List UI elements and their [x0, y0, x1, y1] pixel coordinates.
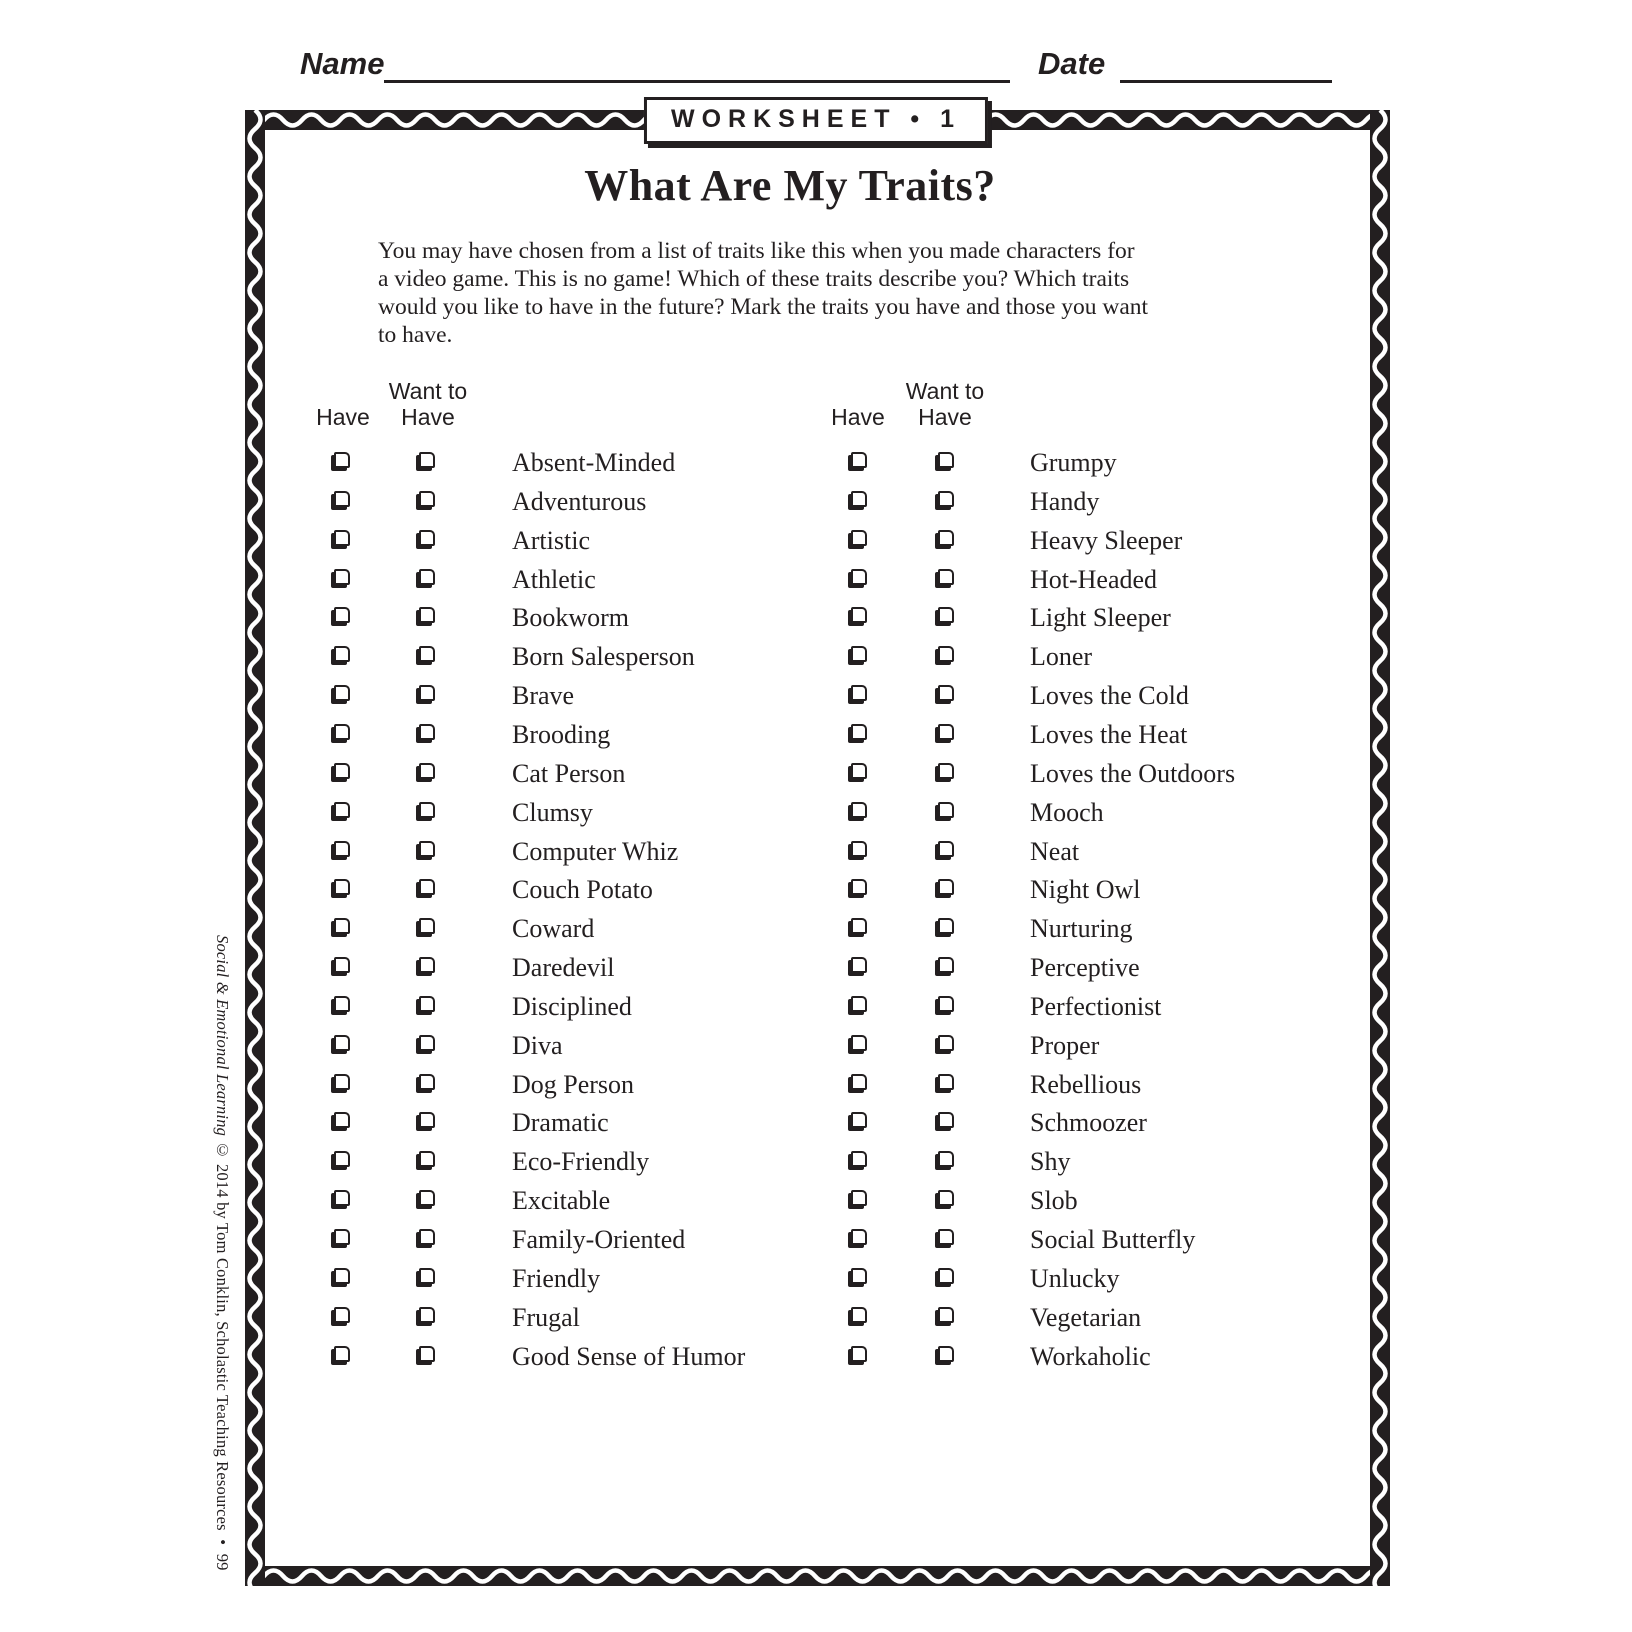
- want-to-have-checkbox[interactable]: [938, 802, 954, 818]
- trait-label: Unlucky: [1030, 1263, 1120, 1293]
- trait-label: Neat: [1030, 836, 1080, 866]
- trait-row: [0, 642, 1632, 680]
- have-checkbox[interactable]: [851, 1074, 867, 1090]
- want-to-have-checkbox[interactable]: [938, 957, 954, 973]
- trait-label: Mooch: [1030, 797, 1104, 827]
- trait-label: Vegetarian: [1030, 1302, 1142, 1332]
- trait-label: Dramatic: [512, 1108, 609, 1138]
- trait-label: Loves the Outdoors: [1030, 758, 1236, 788]
- trait-label: Coward: [512, 914, 595, 944]
- have-checkbox[interactable]: [851, 996, 867, 1012]
- trait-label: Light Sleeper: [1030, 603, 1171, 633]
- have-checkbox[interactable]: [851, 685, 867, 701]
- have-checkbox[interactable]: [851, 452, 867, 468]
- trait-label: Couch Potato: [512, 875, 653, 905]
- trait-row: [0, 875, 1632, 913]
- want-to-have-checkbox[interactable]: [938, 1112, 954, 1128]
- want-to-have-checkbox[interactable]: [938, 1190, 954, 1206]
- trait-label: Loves the Cold: [1030, 681, 1189, 711]
- trait-label: Clumsy: [512, 797, 593, 827]
- trait-label: Slob: [1030, 1186, 1078, 1216]
- want-to-have-checkbox[interactable]: [938, 841, 954, 857]
- trait-label: Adventurous: [512, 486, 647, 516]
- want-to-have-checkbox[interactable]: [938, 685, 954, 701]
- trait-label: Diva: [512, 1030, 563, 1060]
- trait-label: Family-Oriented: [512, 1225, 686, 1254]
- page-number: 99: [213, 1553, 232, 1571]
- want-to-have-checkbox[interactable]: [938, 569, 954, 585]
- trait-row: [0, 603, 1632, 641]
- want-to-have-checkbox[interactable]: [938, 879, 954, 895]
- trait-label: Bookworm: [512, 603, 629, 633]
- have-checkbox[interactable]: [851, 607, 867, 623]
- have-checkbox[interactable]: [851, 763, 867, 779]
- trait-row: [0, 1108, 1632, 1146]
- trait-row: [0, 526, 1632, 564]
- trait-label: Loner: [1030, 642, 1093, 672]
- want-to-have-checkbox[interactable]: [938, 1035, 954, 1051]
- want-to-have-checkbox[interactable]: [938, 918, 954, 934]
- trait-label: Athletic: [512, 564, 596, 594]
- want-to-have-checkbox[interactable]: [938, 1346, 954, 1362]
- want-to-have-checkbox[interactable]: [938, 646, 954, 662]
- trait-label: Brave: [512, 681, 575, 711]
- page-title: What Are My Traits?: [584, 161, 996, 210]
- trait-row: [0, 681, 1632, 719]
- intro-paragraph: [378, 237, 1148, 349]
- trait-label: Absent-Minded: [512, 448, 676, 477]
- name-input-line[interactable]: [384, 46, 1010, 83]
- trait-label: Social Butterfly: [1030, 1225, 1196, 1254]
- trait-label: Brooding: [512, 719, 611, 749]
- have-checkbox[interactable]: [851, 1112, 867, 1128]
- want-to-have-column-header-left: Want to Have: [388, 378, 468, 430]
- trait-label: Good Sense of Humor: [512, 1341, 746, 1371]
- trait-row: [0, 1186, 1632, 1224]
- have-checkbox[interactable]: [851, 918, 867, 934]
- have-checkbox[interactable]: [851, 569, 867, 585]
- trait-row: [0, 953, 1632, 991]
- have-checkbox[interactable]: [851, 491, 867, 507]
- intro-line: would you like to have in the future? Mark the traits you have and those you want: [378, 294, 1149, 320]
- trait-label: Proper: [1030, 1030, 1100, 1060]
- trait-label: Perfectionist: [1030, 991, 1162, 1021]
- sidebar-credit: [202, 935, 232, 1585]
- trait-label: Loves the Heat: [1030, 719, 1188, 749]
- want-to-have-checkbox[interactable]: [938, 530, 954, 546]
- have-column-header-right: Have: [831, 404, 885, 430]
- have-checkbox[interactable]: [851, 802, 867, 818]
- trait-label: Grumpy: [1030, 448, 1117, 477]
- want-to-have-checkbox[interactable]: [938, 607, 954, 623]
- trait-label: Cat Person: [512, 758, 626, 788]
- trait-label: Artistic: [512, 525, 590, 555]
- trait-row: [0, 914, 1632, 952]
- trait-row: [0, 992, 1632, 1030]
- want-to-have-checkbox[interactable]: [938, 763, 954, 779]
- have-column-header-left: Have: [316, 404, 370, 430]
- trait-row: [0, 487, 1632, 525]
- trait-row: [0, 1147, 1632, 1185]
- trait-label: Excitable: [512, 1186, 611, 1216]
- trait-row: [0, 565, 1632, 603]
- trait-row: [0, 1303, 1632, 1341]
- trait-label: Workaholic: [1030, 1341, 1151, 1371]
- trait-row: [0, 837, 1632, 875]
- date-label: Date: [1038, 46, 1106, 81]
- want-to-have-checkbox[interactable]: [938, 1229, 954, 1245]
- have-checkbox[interactable]: [851, 646, 867, 662]
- want-to-have-checkbox[interactable]: [938, 996, 954, 1012]
- have-checkbox[interactable]: [851, 1307, 867, 1323]
- have-checkbox[interactable]: [851, 1229, 867, 1245]
- trait-row: [0, 1031, 1632, 1069]
- trait-label: Dog Person: [512, 1069, 635, 1099]
- trait-row: [0, 448, 1632, 486]
- have-checkbox[interactable]: [851, 1346, 867, 1362]
- trait-row: [0, 1264, 1632, 1302]
- border-bottom-wave: [245, 1566, 1390, 1586]
- sidebar-bullet: •: [213, 1530, 232, 1554]
- trait-row: [0, 720, 1632, 758]
- trait-label: Schmoozer: [1030, 1108, 1147, 1138]
- sidebar-credit-text: © 2014 by Tom Conklin, Scholastic Teaching Resources: [213, 1136, 232, 1531]
- have-checkbox[interactable]: [851, 724, 867, 740]
- want-to-have-column-header-right: Want to Have: [905, 378, 985, 430]
- trait-label: Disciplined: [512, 991, 632, 1021]
- have-checkbox[interactable]: [851, 1151, 867, 1167]
- trait-row: [0, 1342, 1632, 1380]
- trait-label: Rebellious: [1030, 1069, 1142, 1099]
- want-to-have-checkbox[interactable]: [938, 1268, 954, 1284]
- have-checkbox[interactable]: [851, 1035, 867, 1051]
- trait-label: Shy: [1030, 1147, 1071, 1177]
- intro-line: a video game. This is no game! Which of these traits describe you? Which traits: [378, 266, 1130, 292]
- want-to-have-checkbox[interactable]: [938, 452, 954, 468]
- want-to-have-checkbox[interactable]: [938, 1307, 954, 1323]
- name-label: Name: [300, 46, 385, 81]
- trait-label: Nurturing: [1030, 914, 1133, 944]
- date-input-line[interactable]: [1120, 46, 1332, 83]
- trait-row: [0, 1225, 1632, 1263]
- trait-label: Friendly: [512, 1263, 601, 1293]
- want-to-have-checkbox[interactable]: [938, 724, 954, 740]
- trait-label: Heavy Sleeper: [1030, 525, 1183, 555]
- intro-line: You may have chosen from a list of traits like this when you made characters for: [378, 238, 1135, 264]
- trait-label: Handy: [1030, 486, 1100, 516]
- have-checkbox[interactable]: [851, 1268, 867, 1284]
- trait-label: Hot-Headed: [1030, 564, 1158, 594]
- trait-label: Daredevil: [512, 953, 615, 983]
- intro-line: to have.: [378, 322, 453, 348]
- have-checkbox[interactable]: [851, 957, 867, 973]
- trait-label: Night Owl: [1030, 875, 1141, 905]
- want-to-have-checkbox[interactable]: [938, 491, 954, 507]
- trait-row: [0, 759, 1632, 797]
- worksheet-badge: WORKSHEET • 1: [644, 97, 988, 144]
- want-to-have-checkbox[interactable]: [938, 1151, 954, 1167]
- trait-label: Perceptive: [1030, 953, 1140, 983]
- trait-label: Computer Whiz: [512, 836, 679, 866]
- sidebar-credit-series: Social & Emotional Learning: [213, 935, 232, 1137]
- have-checkbox[interactable]: [851, 879, 867, 895]
- have-checkbox[interactable]: [851, 841, 867, 857]
- want-to-have-checkbox[interactable]: [938, 1074, 954, 1090]
- have-checkbox[interactable]: [851, 530, 867, 546]
- trait-label: Frugal: [512, 1302, 580, 1332]
- trait-label: Born Salesperson: [512, 642, 695, 672]
- trait-row: [0, 1070, 1632, 1108]
- trait-label: Eco-Friendly: [512, 1147, 650, 1177]
- have-checkbox[interactable]: [851, 1190, 867, 1206]
- trait-row: [0, 798, 1632, 836]
